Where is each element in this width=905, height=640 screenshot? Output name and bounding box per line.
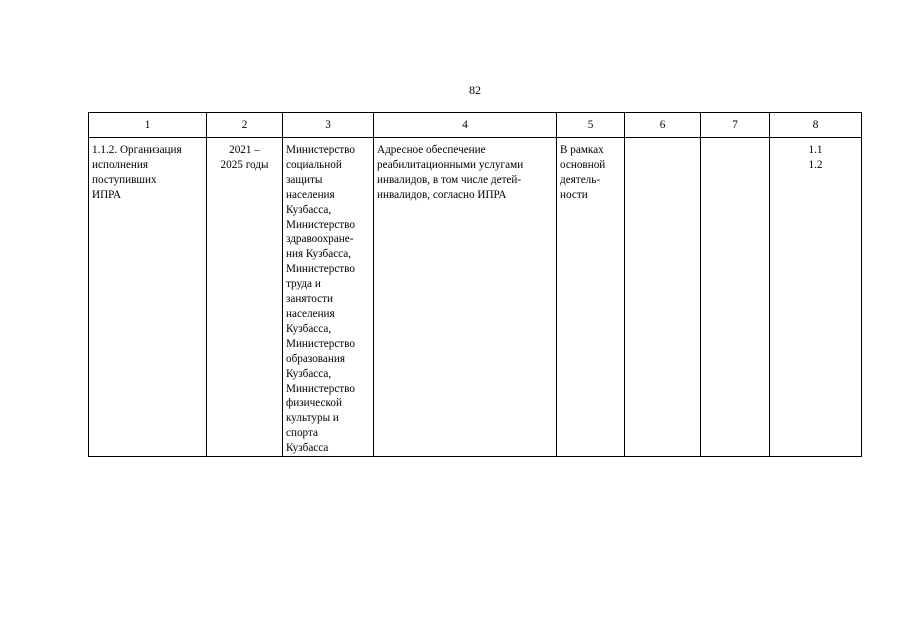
cell-text-line: деятель- (560, 173, 601, 186)
cell-text-line: Кузбасса, (286, 367, 332, 380)
cell-text-line: 1.1 (808, 144, 823, 156)
cell-text-line: 1.1.2. Организация (92, 144, 182, 156)
header-cell-4: 4 (374, 113, 557, 138)
measures-table (88, 112, 862, 457)
cell-text-line: 2025 годы (220, 158, 269, 171)
cell-text-line: 1.2 (808, 158, 823, 171)
header-cell-5: 5 (557, 113, 625, 138)
cell-text-line: ИПРА (92, 188, 122, 201)
cell-expected-result (374, 138, 557, 457)
table-row (89, 138, 862, 457)
cell-text-line: исполнения (92, 158, 149, 171)
cell-text-line: труда и (286, 278, 321, 291)
cell-text-line: ности (560, 188, 588, 201)
cell-text-line: В рамках (560, 144, 604, 156)
cell-text-line: занятости (286, 293, 333, 306)
cell-text-line: спорта (286, 427, 318, 440)
cell-text-line: защиты (286, 173, 323, 186)
cell-text-line: Министерство (286, 382, 355, 395)
cell-text-line: населения (286, 307, 335, 320)
cell-col-7 (701, 138, 770, 457)
cell-text-line: поступивших (92, 173, 157, 186)
table-header-row (89, 113, 862, 138)
header-cell-6: 6 (625, 113, 701, 138)
cell-text-line: Кузбасса, (286, 322, 332, 335)
cell-text-line: Кузбасса, (286, 203, 332, 216)
cell-funding (557, 138, 625, 457)
cell-text-line: здравоохране- (286, 233, 354, 246)
cell-text-line: инвалидов, согласно ИПРА (377, 188, 507, 201)
cell-measure-name (89, 138, 207, 457)
cell-text-line: Кузбасса (286, 442, 329, 455)
cell-text-line: основной (560, 158, 606, 171)
header-cell-7: 7 (701, 113, 770, 138)
cell-text-line: Министерство (286, 263, 355, 276)
cell-indicators (770, 138, 862, 457)
header-cell-8: 8 (770, 113, 862, 138)
cell-text-line: социальной (286, 158, 342, 171)
cell-text-line: реабилитационными услугами (377, 158, 524, 171)
cell-text-line: Министерство (286, 218, 355, 231)
cell-text-line: Министерство (286, 144, 355, 156)
page-number: 82 (469, 83, 481, 97)
cell-text-line: культуры и (286, 412, 339, 425)
cell-text-line: Министерство (286, 337, 355, 350)
cell-text-line: населения (286, 188, 335, 201)
header-cell-1: 1 (89, 113, 207, 138)
cell-text-line: ния Кузбасса, (286, 248, 352, 261)
cell-period (207, 138, 283, 457)
header-cell-3: 3 (283, 113, 374, 138)
cell-text-line: Адресное обеспечение (377, 144, 486, 156)
cell-text-line: 2021 – (229, 144, 260, 156)
header-cell-2: 2 (207, 113, 283, 138)
cell-text-line: физической (286, 397, 342, 410)
cell-col-6 (625, 138, 701, 457)
cell-text-line: инвалидов, в том числе детей- (377, 173, 522, 186)
cell-text-line: образования (286, 352, 346, 365)
cell-executors (283, 138, 374, 457)
